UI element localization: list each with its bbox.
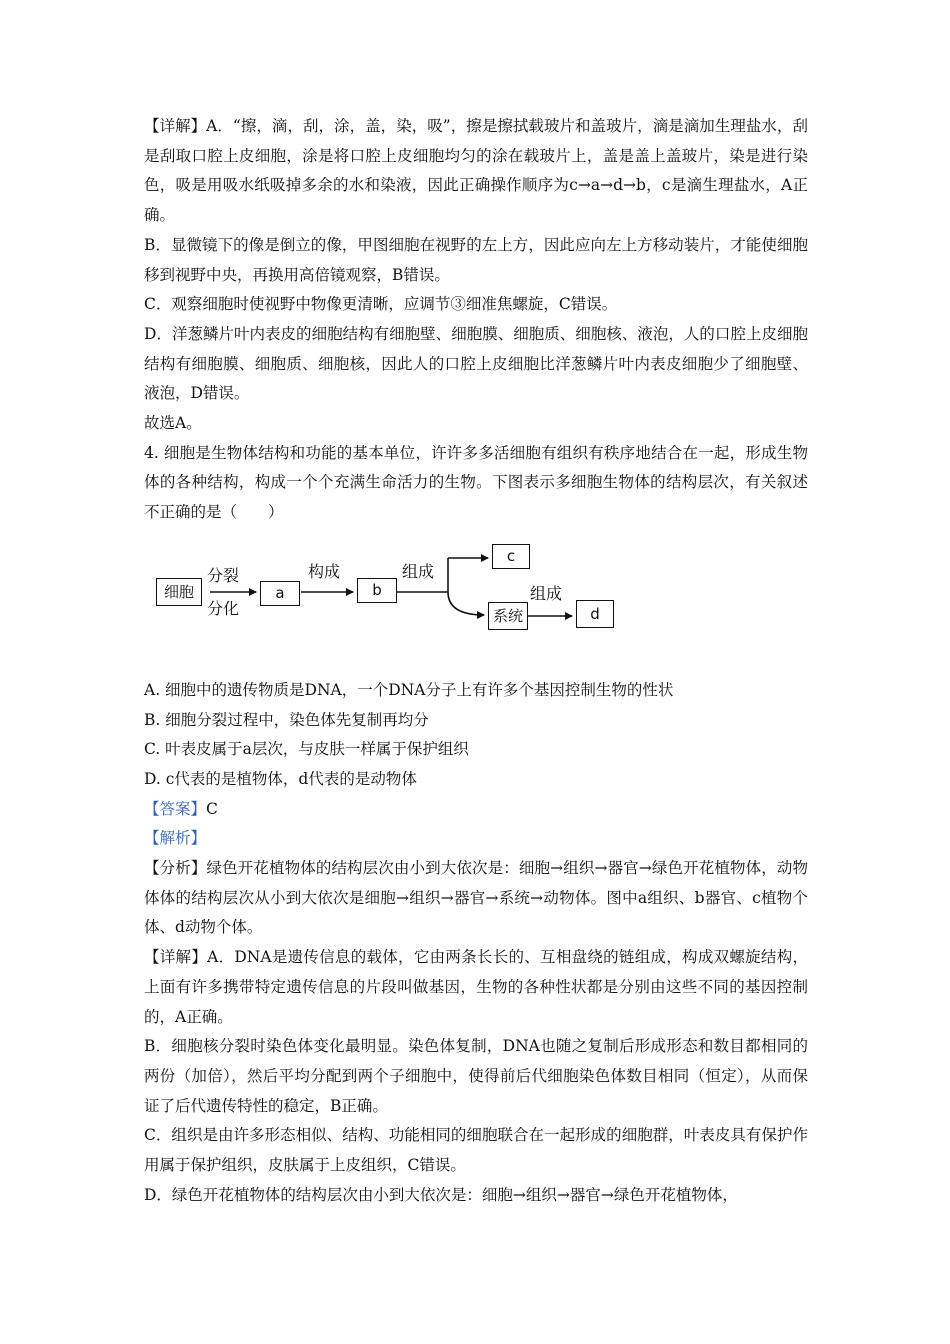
box-cell: 细胞 — [156, 578, 202, 606]
label-compose-1: 组成 — [402, 561, 435, 581]
arrow-branch-to-system — [448, 592, 484, 615]
option-d: D. c代表的是植物体，d代表的是动物体 — [144, 769, 417, 788]
prev-detail-d: D．洋葱鳞片叶内表皮的细胞结构有细胞壁、细胞膜、细胞质、细胞核、液泡，人的口腔上皮细胞结构有细胞膜、细胞质、细胞核，因此人的口腔上皮细胞比洋葱鳞片叶内表皮细胞少了细胞壁、液泡，D错误。 — [144, 324, 808, 403]
option-c: C. 叶表皮属于a层次，与皮肤一样属于保护组织 — [144, 740, 469, 759]
analysis-detail-c: C．组织是由许多形态相似、结构、功能相同的细胞联合在一起形成的细胞群，叶表皮具有保护作用属于保护组织，皮肤属于上皮组织，C错误。 — [144, 1126, 808, 1175]
box-b: b — [357, 578, 397, 603]
box-c: c — [492, 544, 530, 569]
prev-detail-c: C．观察细胞时使视野中物像更清晰，应调节③细准焦螺旋，C错误。 — [144, 295, 618, 314]
answer-value: C — [206, 799, 218, 818]
label-differentiate: 分化 — [207, 598, 240, 618]
analysis-detail-b: B．细胞核分裂时染色体变化最明显。染色体复制，DNA也随之复制后形成形态和数目都相同的两份（加倍），然后平均分配到两个子细胞中，使得前后代细胞染色体数目相同（恒定），从而保证了后代遗传特性的稳定，B正确。 — [144, 1037, 808, 1115]
answer-tag: 【答案】 — [144, 799, 207, 818]
option-b: B. 细胞分裂过程中，染色体先复制再均分 — [144, 710, 429, 729]
prev-detail-b: B．显微镜下的像是倒立的像，甲图细胞在视野的左上方，因此应向左上方移动装片，才能使细胞移到视野中央，再换用高倍镜观察，B错误。 — [144, 235, 808, 284]
box-a: a — [260, 581, 300, 606]
label-compose-2: 组成 — [530, 583, 563, 603]
diagram-arrows — [144, 540, 808, 668]
box-system: 系统 — [488, 602, 528, 630]
analysis-detail-d: D．绿色开花植物体的结构层次由小到大依次是：细胞→组织→器官→绿色开花植物体， — [144, 1185, 738, 1204]
answer-line — [144, 795, 808, 825]
prev-detail-a: 【详解】A．“擦，滴，刮，涂，盖，染，吸”，擦是擦拭载玻片和盖玻片，滴是滴加生理盐水，刮是刮取口腔上皮细胞，涂是将口腔上皮细胞均匀的涂在载玻片上，盖是盖上盖玻片，染是进行染色，吸是用吸水纸吸掉多余的水和染液，因此正确操作顺序为c→a→d→b，c是滴生理盐水，A正确。 — [144, 117, 808, 225]
label-split: 分裂 — [207, 565, 240, 585]
box-d: d — [576, 600, 614, 628]
analysis-tag: 【解析】 — [144, 829, 207, 848]
prev-conclusion: 故选A。 — [144, 414, 202, 433]
analysis-fenxi: 【分析】绿色开花植物体的结构层次由小到大依次是：细胞→组织→器官→绿色开花植物体，动物体体的结构层次从小到大依次是细胞→组织→器官→系统→动物体。图中a组织、b器官、c植物个体、d动物个体。 — [144, 859, 808, 937]
option-a: A. 细胞中的遗传物质是DNA，一个DNA分子上有许多个基因控制生物的性状 — [144, 680, 674, 699]
analysis-detail-a: 【详解】A．DNA是遗传信息的载体，它由两条长长的、互相盘绕的链组成，构成双螺旋结构，上面有许多携带特定遗传信息的片段叫做基因，生物的各种性状都是分别由这些不同的基因控制的，A正确。 — [144, 948, 808, 1026]
document-page — [144, 112, 808, 1211]
question-stem: 4. 细胞是生物体结构和功能的基本单位，许许多多活细胞有组织有秩序地结合在一起，形成生物体的各种结构，构成一个个充满生命活力的生物。下图表示多细胞生物体的结构层次，有关叙述不正确的是（ ） — [144, 443, 808, 522]
structure-level-diagram — [144, 540, 808, 668]
label-form: 构成 — [308, 561, 341, 581]
